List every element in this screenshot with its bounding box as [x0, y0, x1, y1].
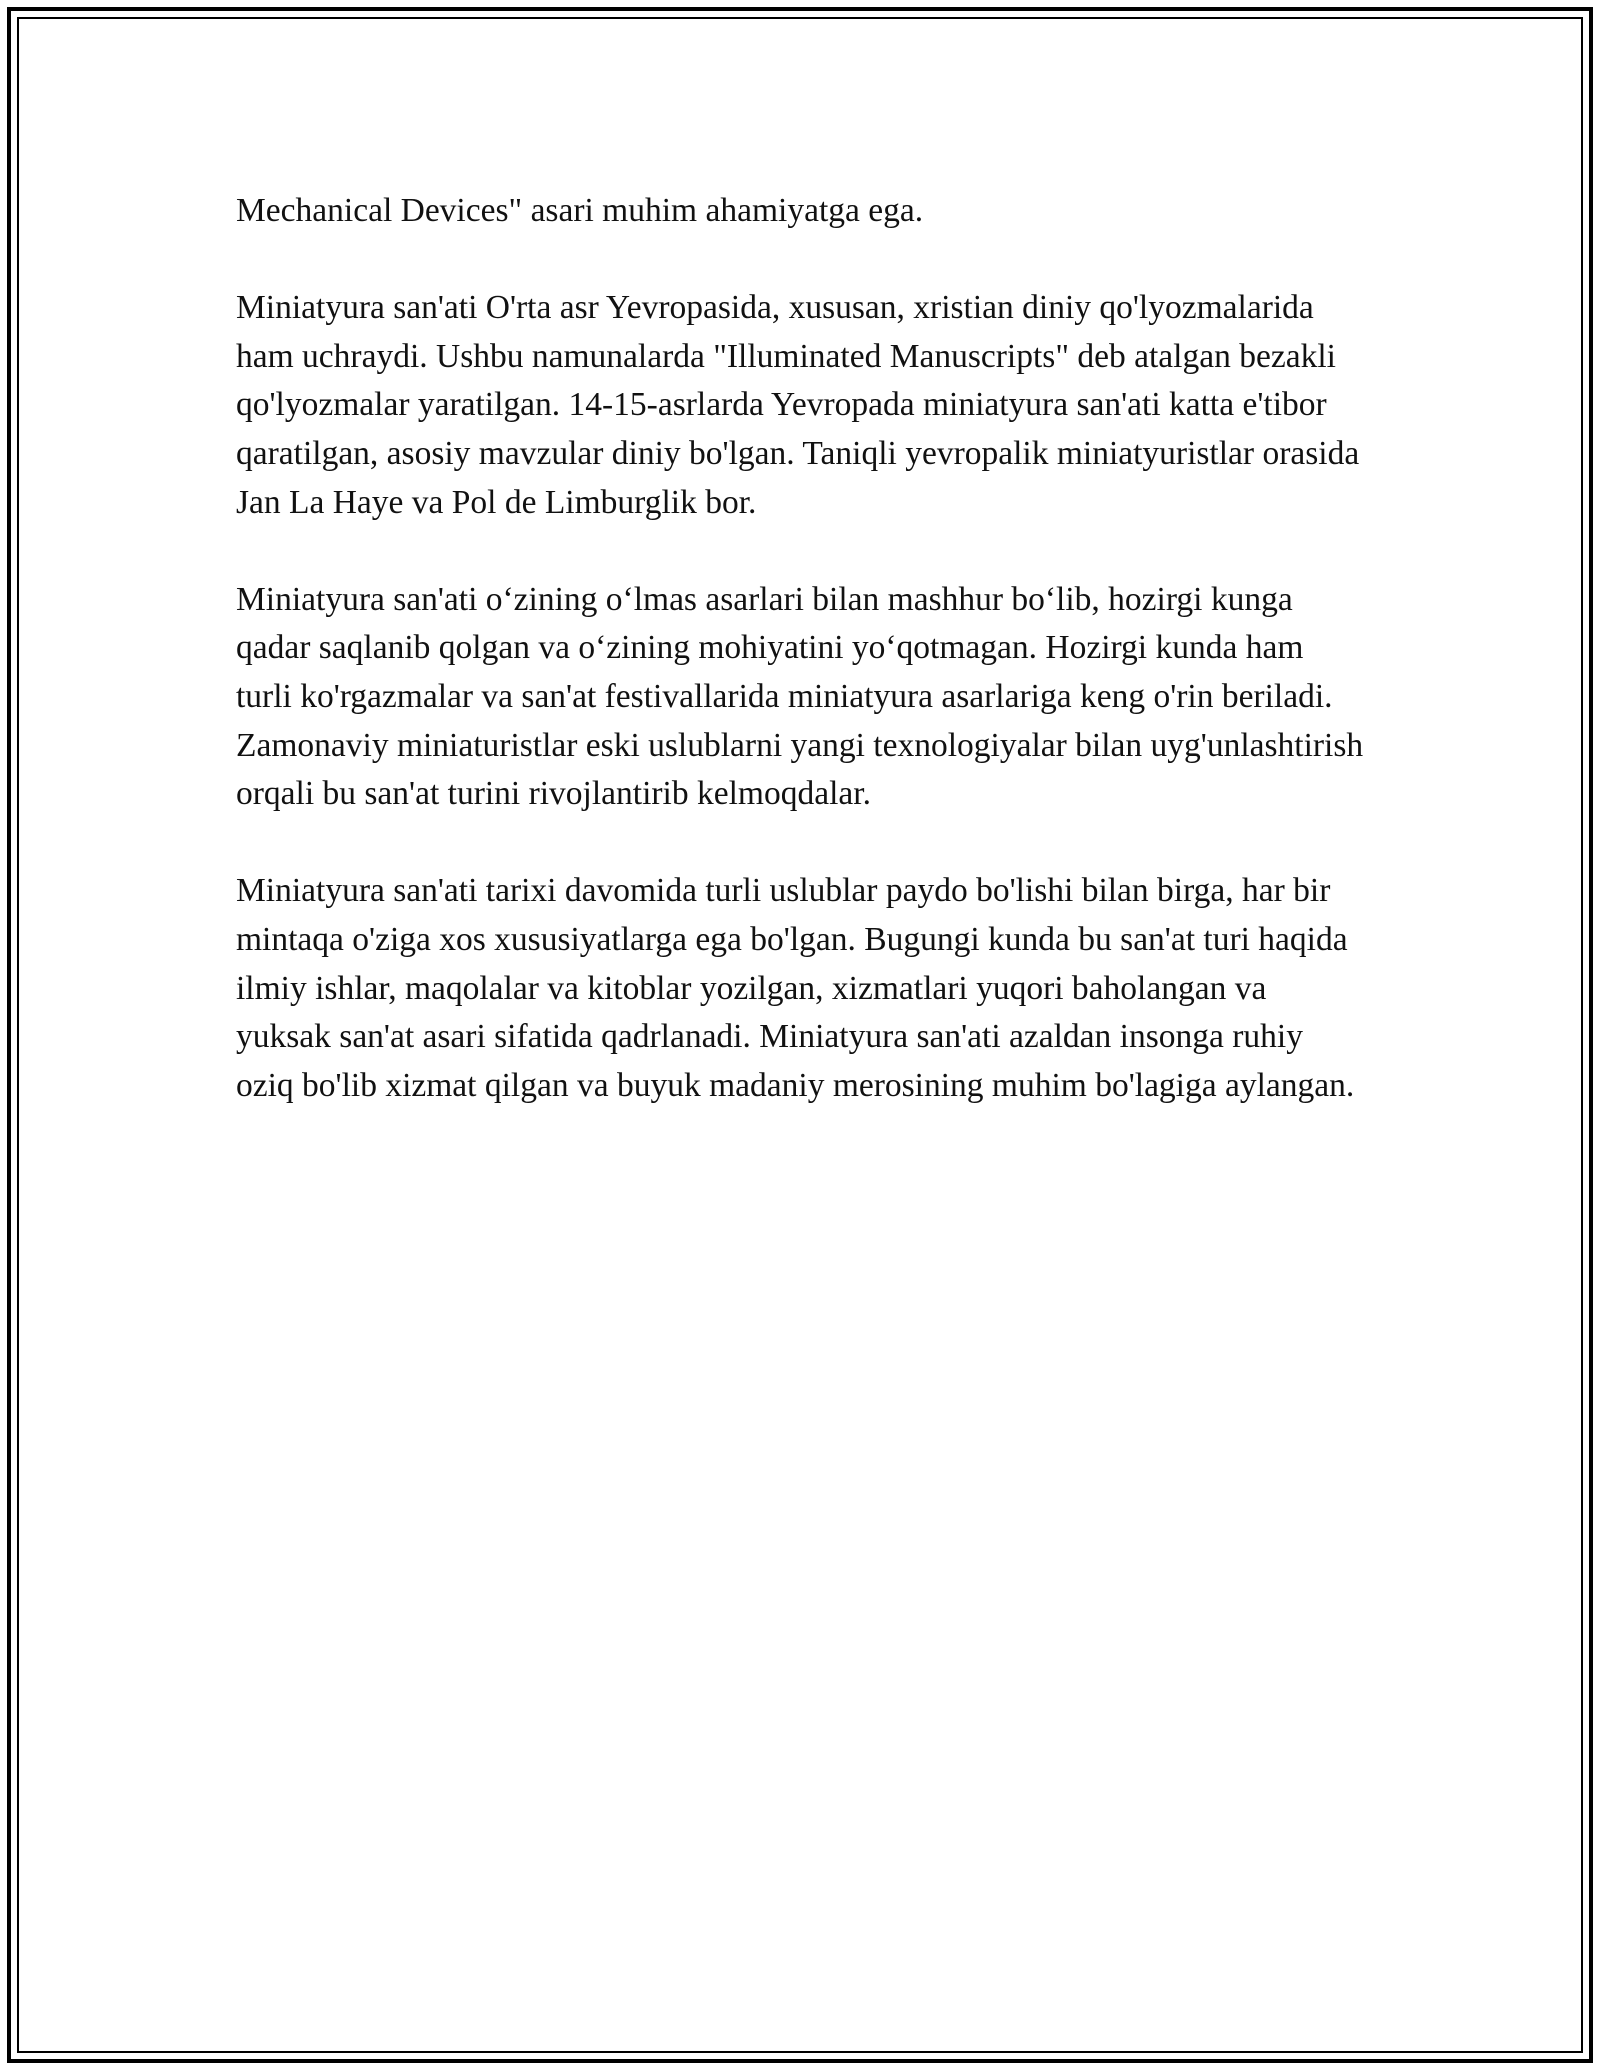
- paragraph-3: Miniatyura san'ati o‘zining o‘lmas asarlari bilan mashhur bo‘lib, hozirgi kunga qadar saqlanib qolgan va o‘zining mohiyatini yo‘qotmagan. Hozirgi kunda ham turli ko'rgazmalar va san'at festivallarida miniatyura asarlariga keng o'rin beriladi. Zamonaviy miniaturistlar eski uslublarni yangi texnologiyalar bilan uyg'unlashtirish orqali bu san'at turini rivojlantirib kelmoqdalar.: [236, 580, 1364, 813]
- paragraph-1: Mechanical Devices" asari muhim ahamiyatga ega.: [236, 192, 924, 229]
- document-body: [236, 187, 1366, 1159]
- paragraph-2: Miniatyura san'ati O'rta asr Yevropasida, xususan, xristian diniy qo'lyozmalarida ham uchraydi. Ushbu namunalarda "Illuminated Manuscripts" deb atalgan bezakli qo'lyozmalar yaratilgan. 14-15-asrlarda Yevropada miniatyura san'ati katta e'tibor qaratilgan, asosiy mavzular diniy bo'lgan. Taniqli yevropalik miniatyuristlar orasida Jan La Haye va Pol de Limburglik bor.: [236, 289, 1360, 521]
- paragraph-4: Miniatyura san'ati tarixi davomida turli uslublar paydo bo'lishi bilan birga, har bir mintaqa o'ziga xos xususiyatlarga ega bo'lgan. Bugungi kunda bu san'at turi haqida ilmiy ishlar, maqolalar va kitoblar yozilgan, xizmatlari yuqori baholangan va yuksak san'at asari sifatida qadrlanadi. Miniatyura san'ati azaldan insonga ruhiy oziq bo'lib xizmat qilgan va buyuk madaniy merosining muhim bo'lagiga aylangan.: [236, 872, 1355, 1104]
